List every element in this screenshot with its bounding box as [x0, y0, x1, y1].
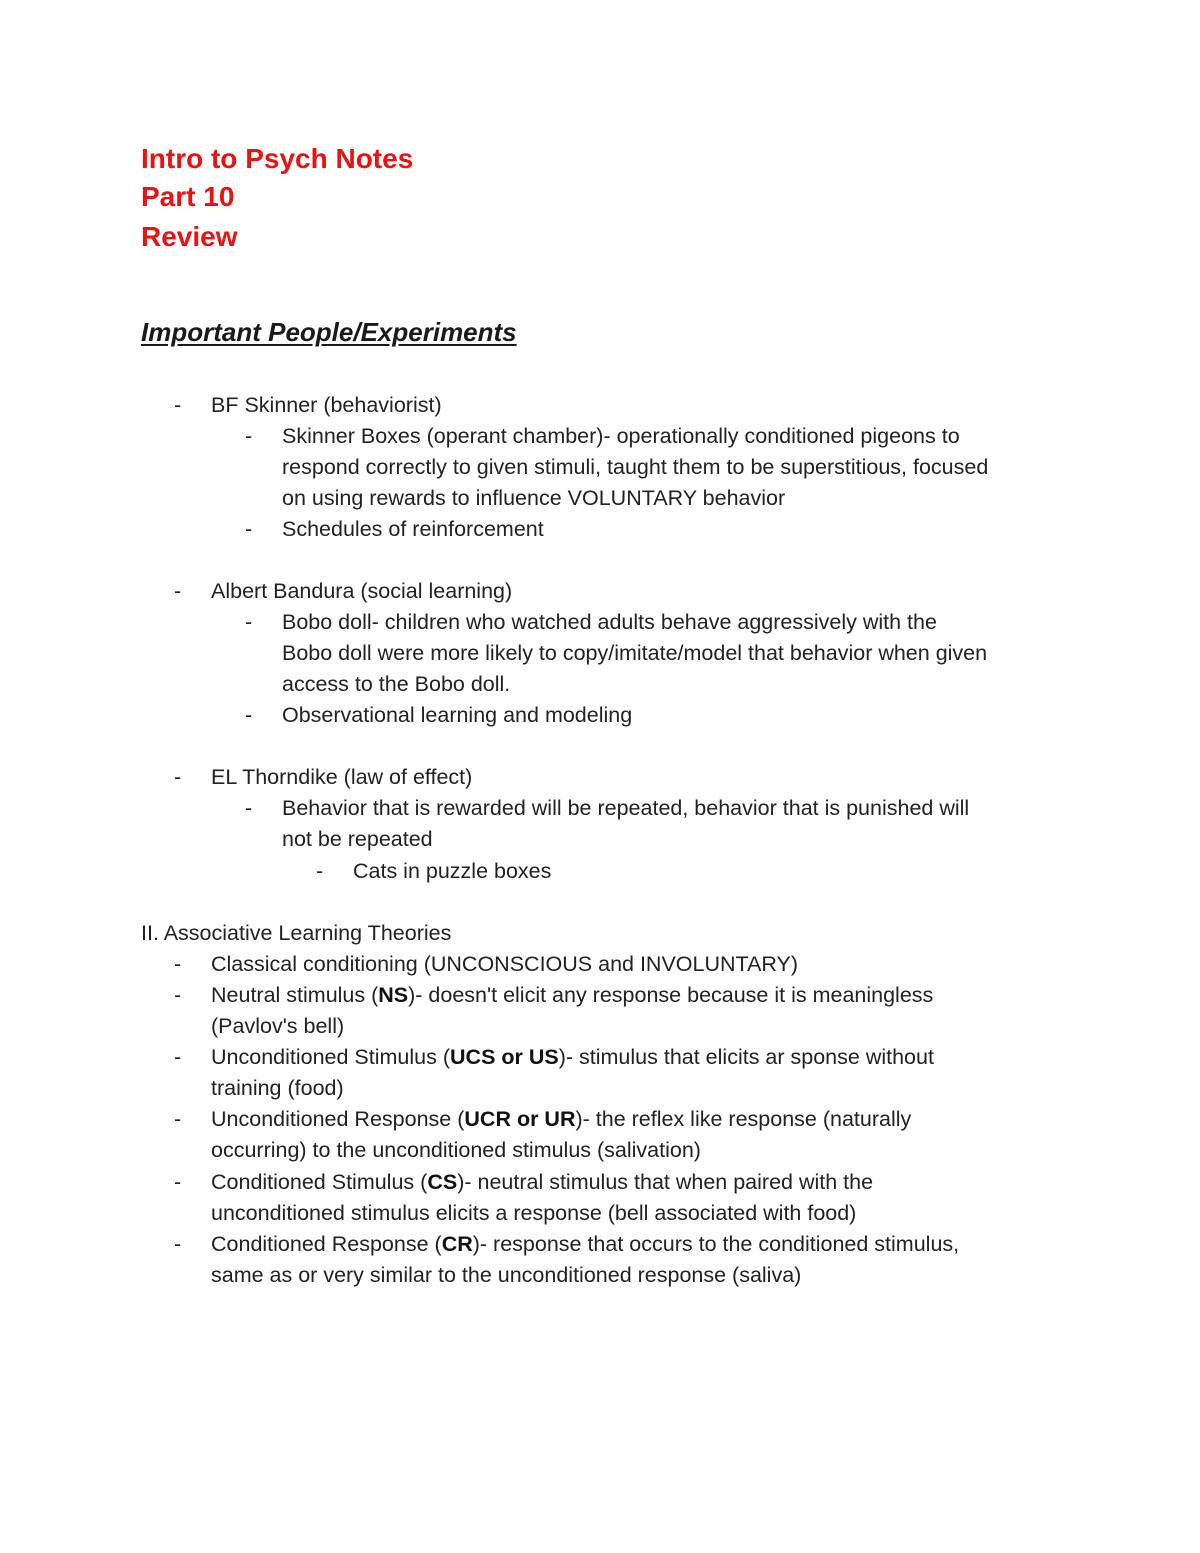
- conditioned-stimulus-line-2: unconditioned stimulus elicits a response (bell associated with food): [211, 1201, 857, 1225]
- bobo-doll-line-1: Bobo doll- children who watched adults behave aggressively with the: [282, 610, 937, 634]
- section-heading-important-people: Important People/Experiments: [141, 317, 517, 347]
- skinner-boxes-line-2: respond correctly to given stimuli, taught them to be superstitious, focused: [282, 455, 989, 479]
- term-label: Unconditioned Stimulus (: [211, 1045, 451, 1069]
- term-label: Unconditioned Response (: [211, 1107, 465, 1131]
- bullet-dash: -: [174, 983, 182, 1007]
- term-abbrev: UCS or US: [450, 1045, 559, 1069]
- unconditioned-stimulus-line-1: [211, 1044, 934, 1070]
- bullet-dash: -: [245, 610, 253, 634]
- schedules-item: Schedules of reinforcement: [282, 517, 544, 541]
- document-part: Part 10: [141, 181, 235, 212]
- term-definition: )- neutral stimulus that when paired with the: [457, 1170, 874, 1194]
- bullet-dash: -: [245, 424, 253, 448]
- conditioned-stimulus-line-1: [211, 1169, 873, 1195]
- bandura-item: Albert Bandura (social learning): [211, 579, 513, 603]
- bullet-dash: -: [174, 579, 182, 603]
- unconditioned-response-line-1: [211, 1106, 911, 1132]
- conditioned-response-line-2: same as or very similar to the unconditioned response (saliva): [211, 1263, 802, 1287]
- cats-item: Cats in puzzle boxes: [353, 859, 552, 883]
- bobo-doll-line-2: Bobo doll were more likely to copy/imitate/model that behavior when given: [282, 641, 988, 665]
- term-label: Neutral stimulus (: [211, 983, 379, 1007]
- unconditioned-response-line-2: occurring) to the unconditioned stimulus (salivation): [211, 1138, 701, 1162]
- bullet-dash: -: [174, 765, 182, 789]
- term-definition: )- stimulus that elicits ar sponse without: [558, 1045, 934, 1069]
- term-abbrev: NS: [378, 983, 409, 1007]
- bullet-dash: -: [174, 393, 182, 417]
- term-definition: )- doesn't elicit any response because it is meaningless: [408, 983, 934, 1007]
- section-heading-associative-learning: II. Associative Learning Theories: [141, 921, 452, 945]
- term-abbrev: UCR or UR: [464, 1107, 576, 1131]
- term-definition: )- response that occurs to the conditioned stimulus,: [472, 1232, 960, 1256]
- observational-item: Observational learning and modeling: [282, 703, 633, 727]
- neutral-stimulus-line-1: [211, 982, 933, 1008]
- term-label: Conditioned Response (: [211, 1232, 442, 1256]
- bullet-dash: -: [174, 1170, 182, 1194]
- bullet-dash: -: [245, 796, 253, 820]
- neutral-stimulus-line-2: (Pavlov's bell): [211, 1014, 345, 1038]
- bullet-dash: -: [245, 517, 253, 541]
- skinner-boxes-line-3: on using rewards to influence VOLUNTARY behavior: [282, 486, 786, 510]
- bullet-dash: -: [174, 1232, 182, 1256]
- document-subtitle: Review: [141, 221, 238, 252]
- term-abbrev: CS: [427, 1170, 458, 1194]
- bobo-doll-line-3: access to the Bobo doll.: [282, 672, 511, 696]
- classical-conditioning-item: Classical conditioning (UNCONSCIOUS and INVOLUNTARY): [211, 952, 799, 976]
- skinner-boxes-line-1: Skinner Boxes (operant chamber)- operationally conditioned pigeons to: [282, 424, 960, 448]
- bullet-dash: -: [245, 703, 253, 727]
- term-abbrev: CR: [441, 1232, 473, 1256]
- conditioned-response-line-1: [211, 1231, 959, 1257]
- bullet-dash: -: [174, 1107, 182, 1131]
- term-definition: )- the reflex like response (naturally: [575, 1107, 912, 1131]
- bullet-dash: -: [174, 1045, 182, 1069]
- law-of-effect-line-1: Behavior that is rewarded will be repeated, behavior that is punished will: [282, 796, 970, 820]
- law-of-effect-line-2: not be repeated: [282, 827, 433, 851]
- term-label: Conditioned Stimulus (: [211, 1170, 428, 1194]
- thorndike-item: EL Thorndike (law of effect): [211, 765, 473, 789]
- bullet-dash: -: [316, 859, 324, 883]
- bullet-dash: -: [174, 952, 182, 976]
- unconditioned-stimulus-line-2: training (food): [211, 1076, 344, 1100]
- skinner-item: BF Skinner (behaviorist): [211, 393, 442, 417]
- document-title: Intro to Psych Notes: [141, 143, 414, 174]
